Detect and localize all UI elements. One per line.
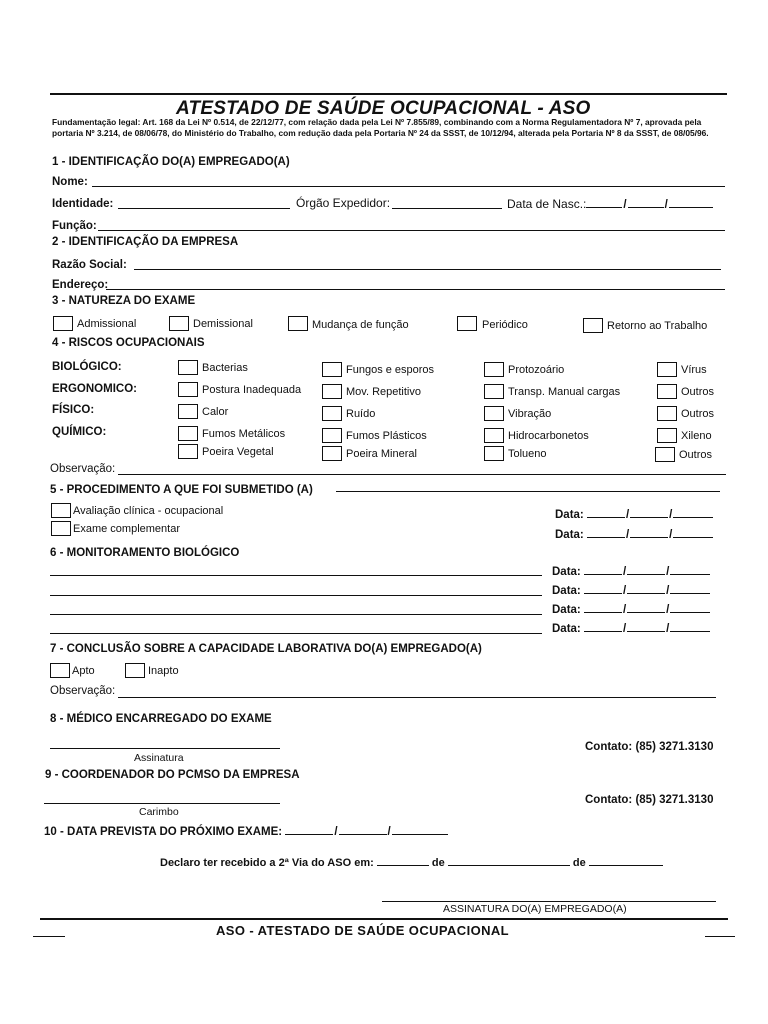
risk-checkbox[interactable]: [484, 446, 504, 461]
risk-item-label: Protozoário: [508, 364, 565, 376]
date-label: Data:: [552, 585, 581, 597]
procedimento-date-1: Data: / /: [555, 508, 713, 521]
risk-checkbox[interactable]: [322, 406, 342, 421]
observacao-riscos-field[interactable]: [118, 474, 726, 475]
retorno-trabalho-label: Retorno ao Trabalho: [607, 320, 708, 332]
section-5-title: 5 - PROCEDIMENTO A QUE FOI SUBMETIDO (A): [50, 484, 313, 496]
risk-row-label: QUÍMICO:: [52, 426, 107, 438]
risk-row-label: ERGONOMICO:: [52, 383, 137, 395]
risk-item-label: Vírus: [681, 364, 707, 376]
month-field[interactable]: [627, 603, 665, 613]
orgao-field[interactable]: [392, 208, 502, 209]
identidade-field[interactable]: [118, 208, 290, 209]
observacao-conclusao-field[interactable]: [118, 697, 716, 698]
identidade-label: Identidade:: [52, 198, 114, 210]
nasc-day-field[interactable]: [586, 198, 622, 208]
footer-left-dash: [33, 936, 65, 937]
demissional-checkbox[interactable]: [169, 316, 189, 331]
risk-checkbox[interactable]: [178, 382, 198, 397]
day-field[interactable]: [584, 584, 622, 594]
month-field[interactable]: [630, 508, 668, 518]
month-field[interactable]: [627, 565, 665, 575]
legal-basis: Fundamentação legal: Art. 168 da Lei Nº 0.514, de 22/12/77, com relação dada pela Lei Nº 7.855/89, combinando com a Norma Regulamentadora Nº 7, aprovada pela portaria Nº 3.214, de 08/06/78, do Ministério do Trabalho, com redução dada pela Portaria Nº 24 da SSST, de 10/12/94, alterada pela Portaria Nº 8 da SSST, de 08/05/96.: [52, 117, 709, 138]
de-label-1: de: [431, 857, 445, 869]
footer-right-dash: [705, 936, 735, 937]
day-field[interactable]: [587, 508, 625, 518]
risk-item-label: Fumos Metálicos: [202, 428, 286, 440]
risk-checkbox[interactable]: [657, 384, 677, 399]
razao-social-field[interactable]: [134, 269, 721, 270]
year-field[interactable]: [673, 528, 713, 538]
year-field[interactable]: [670, 622, 710, 632]
recebimento-dia-field[interactable]: [377, 856, 429, 866]
risk-checkbox[interactable]: [178, 426, 198, 441]
section-3-title: 3 - NATUREZA DO EXAME: [52, 295, 196, 307]
monitoramento-line[interactable]: [50, 633, 542, 634]
risk-item-label: Ruído: [346, 408, 376, 420]
risk-row-label: BIOLÓGICO:: [52, 361, 122, 373]
nome-field[interactable]: [92, 186, 725, 187]
risk-checkbox[interactable]: [322, 446, 342, 461]
year-field[interactable]: [392, 825, 448, 835]
carimbo-caption: Carimbo: [139, 806, 179, 818]
risk-checkbox[interactable]: [657, 406, 677, 421]
funcao-label: Função:: [52, 220, 97, 232]
section-6-title: 6 - MONITORAMENTO BIOLÓGICO: [50, 547, 240, 559]
nasc-date: Data de Nasc.: / /: [507, 197, 713, 211]
risk-checkbox[interactable]: [178, 404, 198, 419]
section-8-title: 8 - MÉDICO ENCARREGADO DO EXAME: [50, 713, 272, 725]
medico-contato: Contato: (85) 3271.3130: [585, 741, 714, 753]
month-field[interactable]: [627, 584, 665, 594]
year-field[interactable]: [670, 603, 710, 613]
demissional-label: Demissional: [193, 318, 253, 330]
year-field[interactable]: [673, 508, 713, 518]
section-9-title: 9 - COORDENADOR DO PCMSO DA EMPRESA: [45, 769, 300, 781]
risk-item-label: Hidrocarbonetos: [508, 430, 589, 442]
apto-checkbox[interactable]: [50, 663, 70, 678]
form-title: ATESTADO DE SAÚDE OCUPACIONAL - ASO: [176, 98, 591, 119]
risk-checkbox[interactable]: [657, 428, 677, 443]
avaliacao-clinica-label: Avaliação clínica - ocupacional: [73, 505, 224, 517]
procedimento-date-2: Data: / /: [555, 528, 713, 541]
date-label: Data:: [552, 604, 581, 616]
exame-complementar-checkbox[interactable]: [51, 521, 71, 536]
risk-checkbox[interactable]: [322, 384, 342, 399]
risk-checkbox[interactable]: [657, 362, 677, 377]
declaro-recebimento: [160, 856, 663, 869]
observacao-riscos-label: Observação:: [50, 463, 116, 475]
month-field[interactable]: [627, 622, 665, 632]
monitoramento-line[interactable]: [50, 595, 542, 596]
coordenador-signature-line[interactable]: [44, 803, 280, 804]
risk-item-label: Poeira Mineral: [346, 448, 417, 460]
endereco-field[interactable]: [106, 289, 725, 290]
risk-checkbox[interactable]: [322, 362, 342, 377]
risk-item-label: Fumos Plásticos: [346, 430, 427, 442]
nasc-label: Data de Nasc.:: [507, 197, 587, 211]
risk-item-label: Bacterias: [202, 362, 248, 374]
risk-item-label: Postura Inadequada: [202, 384, 302, 396]
risk-row-label: FÍSICO:: [52, 404, 95, 416]
apto-label: Apto: [72, 665, 95, 677]
date-label: Data:: [552, 566, 581, 578]
risk-item-label: Fungos e esporos: [346, 364, 435, 376]
top-rule: [50, 93, 727, 95]
monitoramento-line[interactable]: [50, 575, 542, 576]
de-label-2: de: [572, 857, 586, 869]
month-field[interactable]: [630, 528, 668, 538]
day-field[interactable]: [285, 825, 333, 835]
mudanca-funcao-checkbox[interactable]: [288, 316, 308, 331]
assinatura-caption: Assinatura: [134, 752, 184, 764]
monitoramento-date: Data: / /: [552, 622, 710, 635]
risk-checkbox[interactable]: [484, 406, 504, 421]
risk-item-label: Outros: [679, 449, 713, 461]
monitoramento-date: Data: / /: [552, 565, 710, 578]
risk-checkbox[interactable]: [178, 444, 198, 459]
endereco-label: Endereço:: [52, 279, 109, 291]
section-2-title: 2 - IDENTIFICAÇÃO DA EMPRESA: [52, 236, 239, 248]
risk-checkbox[interactable]: [322, 428, 342, 443]
monitoramento-date: Data: / /: [552, 584, 710, 597]
footer-title: ASO - ATESTADO DE SAÚDE OCUPACIONAL: [216, 923, 510, 938]
day-field[interactable]: [584, 622, 622, 632]
nasc-month-field[interactable]: [628, 198, 664, 208]
admissional-checkbox[interactable]: [53, 316, 73, 331]
risk-item-label: Outros: [681, 386, 715, 398]
risk-item-label: Vibração: [508, 408, 552, 420]
year-field[interactable]: [670, 565, 710, 575]
proximo-exame: 10 - DATA PREVISTA DO PRÓXIMO EXAME: / /: [44, 825, 448, 838]
funcao-field[interactable]: [98, 230, 725, 231]
orgao-label: Órgão Expedidor:: [296, 196, 391, 210]
medico-signature-line[interactable]: [50, 748, 280, 749]
declaro-label: Declaro ter recebido a 2ª Via do ASO em:: [160, 857, 374, 869]
date-label: Data:: [552, 623, 581, 635]
retorno-trabalho-checkbox[interactable]: [583, 318, 603, 333]
section-7-title: 7 - CONCLUSÃO SOBRE A CAPACIDADE LABORATIVA DO(A) EMPREGADO(A): [50, 643, 482, 655]
observacao-conclusao-label: Observação:: [50, 685, 116, 697]
avaliacao-clinica-checkbox[interactable]: [51, 503, 71, 518]
inapto-label: Inapto: [148, 665, 179, 677]
risk-item-label: Xileno: [681, 430, 712, 442]
risk-item-label: Transp. Manual cargas: [508, 386, 621, 398]
section-4-title: 4 - RISCOS OCUPACIONAIS: [52, 337, 205, 349]
year-field[interactable]: [670, 584, 710, 594]
date-label: Data:: [555, 529, 584, 541]
monitoramento-line[interactable]: [50, 614, 542, 615]
section-10-title: 10 - DATA PREVISTA DO PRÓXIMO EXAME:: [44, 826, 283, 838]
risk-checkbox[interactable]: [655, 447, 675, 462]
monitoramento-date: Data: / /: [552, 603, 710, 616]
nasc-year-field[interactable]: [669, 198, 713, 208]
day-field[interactable]: [584, 565, 622, 575]
mudanca-funcao-label: Mudança de função: [312, 319, 409, 331]
periodico-label: Periódico: [482, 319, 528, 331]
recebimento-mes-field[interactable]: [448, 856, 570, 866]
risk-checkbox[interactable]: [484, 428, 504, 443]
periodico-checkbox[interactable]: [457, 316, 477, 331]
inapto-checkbox[interactable]: [125, 663, 145, 678]
risk-checkbox[interactable]: [484, 362, 504, 377]
day-field[interactable]: [587, 528, 625, 538]
recebimento-ano-field[interactable]: [589, 856, 663, 866]
risk-item-label: Mov. Repetitivo: [346, 386, 421, 398]
admissional-label: Admissional: [77, 318, 137, 330]
assinatura-empregado-caption: ASSINATURA DO(A) EMPREGADO(A): [443, 903, 627, 915]
risk-item-label: Tolueno: [508, 448, 547, 460]
section-1-title: 1 - IDENTIFICAÇÃO DO(A) EMPREGADO(A): [52, 156, 290, 168]
section-5-rule: [336, 491, 720, 492]
coordenador-contato: Contato: (85) 3271.3130: [585, 794, 714, 806]
risk-item-label: Poeira Vegetal: [202, 446, 274, 458]
risk-checkbox[interactable]: [178, 360, 198, 375]
nome-label: Nome:: [52, 176, 88, 188]
day-field[interactable]: [584, 603, 622, 613]
risk-checkbox[interactable]: [484, 384, 504, 399]
date-label: Data:: [555, 509, 584, 521]
risk-item-label: Calor: [202, 406, 229, 418]
risk-item-label: Outros: [681, 408, 715, 420]
month-field[interactable]: [339, 825, 387, 835]
exame-complementar-label: Exame complementar: [73, 523, 180, 535]
bottom-rule: [40, 918, 728, 920]
empregado-signature-line[interactable]: [382, 901, 716, 902]
razao-social-label: Razão Social:: [52, 259, 127, 271]
